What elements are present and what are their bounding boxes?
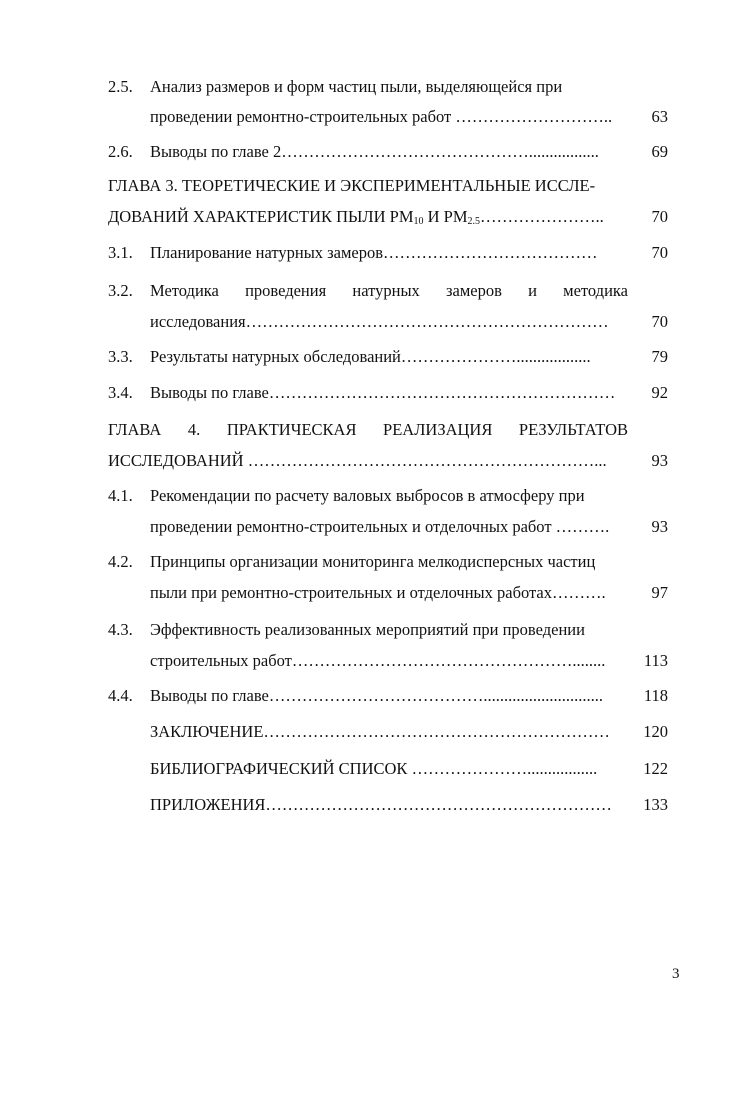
page-ref: 63 [651, 107, 668, 126]
section-number: 3.1. [108, 243, 133, 262]
section-number: 4.1. [108, 486, 133, 505]
section-number: 2.5. [108, 77, 133, 96]
page-ref: 92 [651, 383, 668, 402]
entry-title-line2: пыли при ремонтно-строительных и отделочных работах………. [150, 583, 606, 602]
entry-title-line2: проведении ремонтно-строительных работ ……………………….. [150, 107, 613, 126]
page-ref: 79 [651, 347, 668, 366]
page-ref: 69 [651, 142, 668, 161]
page-ref: 133 [643, 795, 668, 814]
entry-title-line2: строительных работ……………………………………………........ [150, 651, 606, 670]
entry-title: БИБЛИОГРАФИЧЕСКИЙ СПИСОК …………………................. [150, 759, 598, 778]
chapter-title-line1: ГЛАВА 4. ПРАКТИЧЕСКАЯ РЕАЛИЗАЦИЯ РЕЗУЛЬТАТОВ [108, 420, 628, 439]
page-ref: 113 [643, 651, 668, 670]
entry-title-line2: исследования………………………………………………………… [150, 312, 609, 331]
page-ref: 70 [651, 312, 668, 331]
section-number: 3.3. [108, 347, 133, 366]
entry-title: Выводы по главе 2………………………………………................. [150, 142, 599, 161]
section-number: 4.3. [108, 620, 133, 639]
page-number: 3 [672, 966, 680, 982]
page-ref: 70 [651, 207, 668, 226]
page-ref: 70 [651, 243, 668, 262]
entry-title: Выводы по главе……………………………………………………… [150, 383, 616, 402]
entry-title: Выводы по главе…………………………………............................. [150, 686, 603, 705]
section-number: 4.2. [108, 552, 133, 571]
entry-title: Планирование натурных замеров………………………………… [150, 243, 598, 262]
entry-title-line1: Методика проведения натурных замеров и методика [150, 281, 628, 300]
page-ref: 93 [651, 451, 668, 470]
chapter-title-line2: ДОВАНИЙ ХАРАКТЕРИСТИК ПЫЛИ $PM_{10}$ И $PM_{2.5}\dots\dots\dots\dots\dots\dots\dots$.. [108, 207, 604, 227]
entry-title-line1: Эффективность реализованных мероприятий при проведении [150, 620, 585, 639]
page-ref: 118 [643, 686, 668, 705]
entry-title: ПРИЛОЖЕНИЯ……………………………………………………… [150, 795, 612, 814]
entry-title: ЗАКЛЮЧЕНИЕ……………………………………………………… [150, 722, 610, 741]
page-ref: 97 [651, 583, 668, 602]
section-number: 3.4. [108, 383, 133, 402]
chapter-title-line2: ИССЛЕДОВАНИЙ ………………………………………………………... [108, 451, 607, 470]
entry-title-line2: проведении ремонтно-строительных и отделочных работ ………. [150, 517, 610, 536]
entry-title-line1: Анализ размеров и форм частиц пыли, выделяющейся при [150, 77, 563, 96]
page-ref: 93 [651, 517, 668, 536]
section-number: 2.6. [108, 142, 133, 161]
page-ref: 120 [643, 722, 668, 741]
entry-title-line1: Принципы организации мониторинга мелкодисперсных частиц [150, 552, 596, 571]
entry-title: Результаты натурных обследований………………….................. [150, 347, 591, 366]
page-ref: 122 [643, 759, 668, 778]
entry-title-line1: Рекомендации по расчету валовых выбросов в атмосферу при [150, 486, 585, 505]
chapter-title-line1: ГЛАВА 3. ТЕОРЕТИЧЕСКИЕ И ЭКСПЕРИМЕНТАЛЬНЫЕ ИССЛЕ- [108, 176, 596, 195]
section-number: 4.4. [108, 686, 133, 705]
section-number: 3.2. [108, 281, 133, 300]
